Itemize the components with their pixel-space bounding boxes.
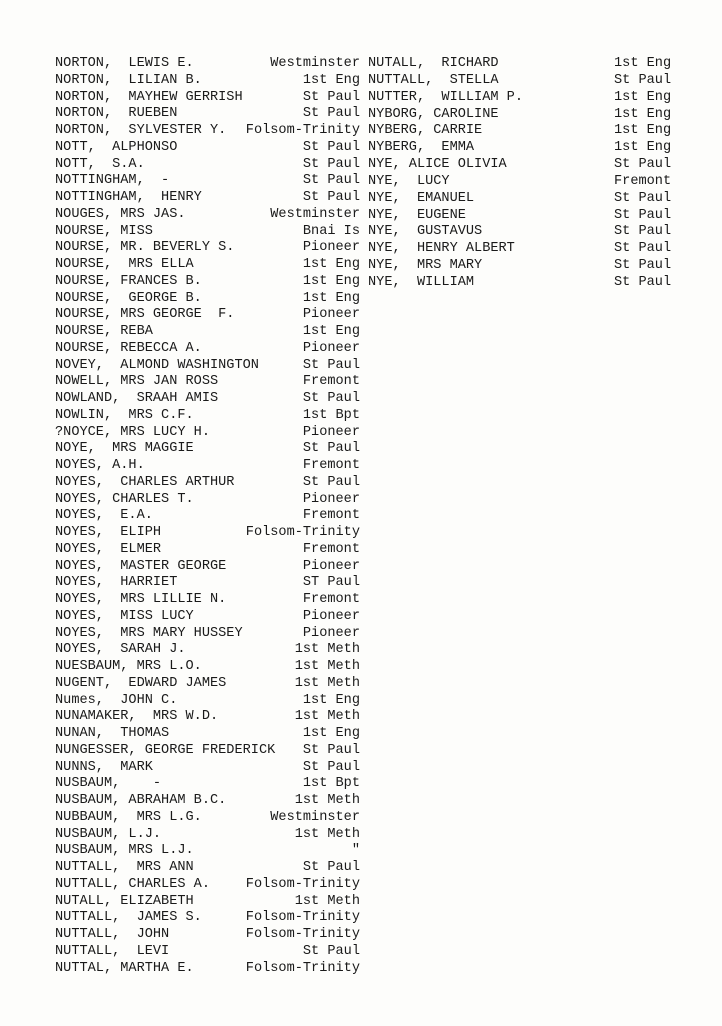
entry-name: NUNNS, MARK <box>55 759 153 775</box>
entry-place: 1st Meth <box>294 793 360 808</box>
list-item <box>368 157 678 174</box>
entry-name: NORTON, LEWIS E. <box>55 56 194 71</box>
entry-name: NOURSE, GEORGE B. <box>55 290 202 306</box>
right-column <box>368 56 678 292</box>
entry-place: 1st Eng <box>614 56 672 71</box>
entry-name: NOURSE, MISS <box>55 223 153 239</box>
list-item <box>55 793 360 810</box>
entry-place: St Paul <box>302 943 360 959</box>
entry-place: Fremont <box>302 508 360 524</box>
list-item <box>55 709 360 726</box>
list-item <box>55 307 360 324</box>
entry-place: 1st Eng <box>302 290 360 306</box>
entry-name: NYE, EUGENE <box>368 207 466 223</box>
list-item <box>55 358 360 375</box>
entry-place: " <box>351 843 360 859</box>
entry-name: NOYES, ELMER <box>55 541 162 557</box>
entry-place: St Paul <box>614 274 672 290</box>
list-item <box>55 257 360 274</box>
entry-name: NOYES, HARRIET <box>55 575 178 591</box>
entry-place: ST Paul <box>302 575 360 591</box>
entry-name: NUSBAUM, ABRAHAM B.C. <box>55 793 227 808</box>
list-item <box>55 140 360 157</box>
entry-place: St Paul <box>302 474 360 490</box>
entry-name: NYE, EMANUEL <box>368 190 475 206</box>
entry-place: St Paul <box>302 441 360 457</box>
list-item <box>55 207 360 224</box>
entry-place: 1st Eng <box>302 72 360 88</box>
list-item <box>55 642 360 659</box>
entry-name: NOYES, MRS LILLIE N. <box>55 592 227 607</box>
entry-place: St Paul <box>302 860 360 875</box>
entry-place: Fremont <box>614 173 672 189</box>
entry-place: Fremont <box>302 592 360 607</box>
entry-name: NOYES, E.A. <box>55 508 153 524</box>
entry-name: NYE, HENRY ALBERT <box>368 241 515 257</box>
entry-name: NORTON, SYLVESTER Y. <box>55 123 227 138</box>
entry-place: 1st Eng <box>614 140 672 156</box>
list-item <box>368 56 678 73</box>
list-item <box>55 508 360 525</box>
entry-name: NUSBAUM, MRS L.J. <box>55 843 194 859</box>
entry-name: NUTTALL, JOHN <box>55 927 170 942</box>
entry-place: Westminster <box>270 56 360 71</box>
entry-name: NYE, MRS MARY <box>368 258 483 274</box>
list-item <box>55 90 360 107</box>
list-item <box>368 208 678 225</box>
entry-name: NUTTALL, LEVI <box>55 943 170 959</box>
entry-place: St Paul <box>614 190 672 206</box>
list-item <box>55 106 360 123</box>
entry-name: NOYES, MASTER GEORGE <box>55 558 227 574</box>
list-item <box>55 776 360 793</box>
entry-name: NUTTALL, CHARLES A. <box>55 876 210 892</box>
entry-name: NOTTINGHAM, HENRY <box>55 190 202 205</box>
list-item <box>55 224 360 241</box>
entry-place: 1st Meth <box>294 709 360 725</box>
list-item <box>55 157 360 174</box>
entry-place: St Paul <box>302 742 360 758</box>
entry-name: NOWLIN, MRS C.F. <box>55 407 194 423</box>
entry-place: Pioneer <box>302 307 360 323</box>
entry-name: NYE, WILLIAM <box>368 274 475 290</box>
list-item <box>55 341 360 358</box>
entry-name: NOYES, MRS MARY HUSSEY <box>55 625 243 641</box>
list-item <box>55 324 360 341</box>
list-item <box>55 659 360 676</box>
entry-place: 1st Meth <box>294 826 360 842</box>
left-column <box>55 56 360 977</box>
entry-name: NUTTALL, MRS ANN <box>55 860 194 875</box>
entry-name: NOVEY, ALMOND WASHINGTON <box>55 357 259 373</box>
list-item <box>368 73 678 90</box>
entry-name: NYE, ALICE OLIVIA <box>368 157 507 173</box>
entry-place: Pioneer <box>302 340 360 356</box>
entry-name: NOYES, MISS LUCY <box>55 608 194 624</box>
entry-place: 1st Eng <box>302 692 360 708</box>
entry-place: Westminster <box>270 206 360 222</box>
entry-name: NOURSE, MRS ELLA <box>55 257 194 272</box>
list-item <box>368 90 678 107</box>
entry-place: 1st Meth <box>294 675 360 691</box>
entry-name: Numes, JOHN C. <box>55 692 178 708</box>
entry-name: NUNAN, THOMAS <box>55 726 170 741</box>
entry-name: NUESBAUM, MRS L.O. <box>55 659 202 674</box>
entry-name: NUTTER, WILLIAM P. <box>368 89 523 105</box>
list-item <box>55 559 360 576</box>
entry-name: NUTTAL, MARTHA E. <box>55 960 194 976</box>
entry-place: 1st Eng <box>302 726 360 741</box>
entry-place: Folsom-Trinity <box>245 525 360 540</box>
list-item <box>55 927 360 944</box>
entry-place: St Paul <box>614 207 672 223</box>
entry-name: NUSBAUM, - <box>55 776 162 792</box>
list-item <box>55 525 360 542</box>
entry-name: NORTON, MAYHEW GERRISH <box>55 89 243 105</box>
entry-name: NUTTALL, STELLA <box>368 72 499 88</box>
entry-name: NUTTALL, JAMES S. <box>55 910 202 926</box>
list-item <box>55 391 360 408</box>
list-item <box>55 944 360 961</box>
entry-name: NUGENT, EDWARD JAMES <box>55 675 227 691</box>
entry-name: NOYES, ELIPH <box>55 525 162 540</box>
entry-place: St Paul <box>302 106 360 122</box>
entry-name: NUTALL, ELIZABETH <box>55 893 194 909</box>
entry-place: St Paul <box>614 157 672 173</box>
entry-place: Fremont <box>302 458 360 473</box>
entry-name: NUBBAUM, MRS L.G. <box>55 809 202 825</box>
entry-name: NOYE, MRS MAGGIE <box>55 441 194 457</box>
entry-name: NOWLAND, SRAAH AMIS <box>55 391 219 406</box>
entry-name: NOYES, CHARLES T. <box>55 491 194 507</box>
entry-name: NOTT, ALPHONSO <box>55 139 178 155</box>
entry-place: 1st Eng <box>302 324 360 339</box>
list-item <box>368 140 678 157</box>
list-item <box>55 676 360 693</box>
entry-name: NUTALL, RICHARD <box>368 56 499 71</box>
entry-name: NYBORG, CAROLINE <box>368 106 499 122</box>
entry-name: NUNAMAKER, MRS W.D. <box>55 709 219 725</box>
entry-place: 1st Meth <box>294 642 360 658</box>
list-item <box>55 693 360 710</box>
entry-place: Folsom-Trinity <box>245 960 360 976</box>
entry-place: 1st Bpt <box>302 407 360 423</box>
list-item <box>55 458 360 475</box>
list-item <box>55 860 360 877</box>
list-item <box>55 626 360 643</box>
entry-place: 1st Meth <box>294 659 360 674</box>
list-item <box>55 961 360 978</box>
list-item <box>368 107 678 124</box>
entry-place: St Paul <box>302 139 360 155</box>
entry-place: 1st Eng <box>302 273 360 289</box>
entry-place: St Paul <box>302 190 360 205</box>
entry-place: 1st Eng <box>614 123 672 139</box>
entry-name: NOWELL, MRS JAN ROSS <box>55 374 219 390</box>
entry-name: NOURSE, REBA <box>55 324 153 339</box>
list-item <box>55 726 360 743</box>
list-item <box>55 810 360 827</box>
list-item <box>368 258 678 275</box>
list-item <box>368 123 678 140</box>
list-item <box>55 492 360 509</box>
list-item <box>55 592 360 609</box>
entry-name: NOTT, S.A. <box>55 156 145 172</box>
list-item <box>55 173 360 190</box>
list-item <box>55 743 360 760</box>
entry-name: NYBERG, EMMA <box>368 140 475 156</box>
entry-place: 1st Bpt <box>302 776 360 792</box>
list-item <box>55 827 360 844</box>
entry-place: Folsom-Trinity <box>245 876 360 892</box>
entry-name: NORTON, LILIAN B. <box>55 72 202 88</box>
entry-place: Pioneer <box>302 491 360 507</box>
list-item <box>55 760 360 777</box>
entry-place: St Paul <box>302 357 360 373</box>
entry-name: NUNGESSER, GEORGE FREDERICK <box>55 742 276 758</box>
entry-name: NOURSE, REBECCA A. <box>55 340 202 356</box>
entry-place: 1st Eng <box>614 89 672 105</box>
entry-name: NOURSE, MRS GEORGE F. <box>55 307 235 323</box>
list-item <box>55 291 360 308</box>
list-item <box>55 56 360 73</box>
list-item <box>55 190 360 207</box>
entry-name: NOYES, SARAH J. <box>55 642 186 658</box>
list-item <box>55 425 360 442</box>
entry-place: St Paul <box>614 258 672 274</box>
entry-name: NOURSE, MR. BEVERLY S. <box>55 240 235 256</box>
entry-place: St Paul <box>302 89 360 105</box>
entry-place: St Paul <box>302 173 360 189</box>
entry-name: NYBERG, CARRIE <box>368 123 483 139</box>
entry-name: NOYES, A.H. <box>55 458 145 473</box>
entry-place: St Paul <box>302 156 360 172</box>
list-item <box>55 609 360 626</box>
list-item <box>55 274 360 291</box>
list-item <box>55 123 360 140</box>
entry-place: St Paul <box>614 241 672 257</box>
entry-name: NOYES, CHARLES ARTHUR <box>55 474 235 490</box>
entry-place: Pioneer <box>302 424 360 440</box>
entry-name: NYE, LUCY <box>368 173 450 189</box>
entry-place: St Paul <box>302 759 360 775</box>
list-item <box>55 475 360 492</box>
entry-place: 1st Eng <box>614 106 672 122</box>
entry-place: Fremont <box>302 374 360 390</box>
list-item <box>368 275 678 292</box>
entry-name: NORTON, RUEBEN <box>55 106 178 122</box>
entry-place: St Paul <box>614 72 672 88</box>
list-item <box>55 73 360 90</box>
list-item <box>55 408 360 425</box>
entry-place: Pioneer <box>302 240 360 256</box>
list-item <box>55 240 360 257</box>
entry-name: NOTTINGHAM, - <box>55 173 170 189</box>
entry-place: Pioneer <box>302 625 360 641</box>
entry-place: Folsom-Trinity <box>245 123 360 138</box>
entry-place: Folsom-Trinity <box>245 910 360 926</box>
entry-name: NYE, GUSTAVUS <box>368 224 483 240</box>
entry-place: Pioneer <box>302 558 360 574</box>
entry-place: Westminster <box>270 809 360 825</box>
list-item <box>368 224 678 241</box>
list-item <box>55 910 360 927</box>
list-item <box>368 241 678 258</box>
list-item <box>368 191 678 208</box>
entry-place: Folsom-Trinity <box>245 927 360 942</box>
entry-place: St Paul <box>614 224 672 240</box>
entry-name: NUSBAUM, L.J. <box>55 826 162 842</box>
entry-place: 1st Meth <box>294 893 360 909</box>
entry-place: St Paul <box>302 391 360 406</box>
list-item <box>55 542 360 559</box>
entry-place: Bnai Is <box>302 223 360 239</box>
list-item <box>55 843 360 860</box>
entry-place: Pioneer <box>302 608 360 624</box>
entry-name: NOURSE, FRANCES B. <box>55 273 202 289</box>
list-item <box>55 575 360 592</box>
list-item <box>55 441 360 458</box>
entry-place: 1st Eng <box>302 257 360 272</box>
entry-place: Fremont <box>302 541 360 557</box>
entry-name: ?NOYCE, MRS LUCY H. <box>55 424 210 440</box>
list-item <box>55 894 360 911</box>
list-item <box>55 374 360 391</box>
list-item <box>55 877 360 894</box>
list-item <box>368 174 678 191</box>
entry-name: NOUGES, MRS JAS. <box>55 206 186 222</box>
